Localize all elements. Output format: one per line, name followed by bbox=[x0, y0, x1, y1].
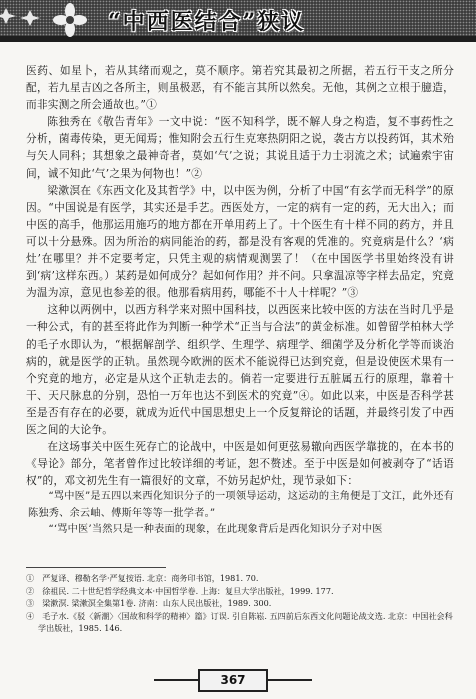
page-number: 367 bbox=[198, 669, 268, 692]
paragraph: 医药、如星卜，若从其绪而观之，莫不顺序。第若究其最初之所据，若五行干支之所分配，若九星吉凶之各所主，则虽极恶，有不能言其所以然矣。无他，其例之立根于臆造，而非实测之所会通故也。”① bbox=[26, 64, 454, 112]
paragraph: 陈独秀在《敬告青年》一文中说：“医不知科学，既不解人身之构造，复不事药性之分析，菌毒传染，更无闻焉；惟知附会五行生克寒热阴阳之说，袭古方以投药饵，其术殆与矢人同科；其想象之最神奇者，莫如‘气’之说；其说且适于力士羽流之术；试遍索宇宙间，诚不知此‘气’之果为何物也！”② bbox=[26, 115, 454, 180]
page-header-title: “中西医结合”狭议 bbox=[108, 9, 306, 35]
footnote: ④ 毛子水.《驳〈新潮〉〈国故和科学的精神〉篇》订误. 引自陈崧. 五四前后东西文化问题论战文选. 北京：中国社会科学出版社，1985. 146. bbox=[26, 610, 453, 634]
footnote: ① 严复译、穆勒名学·严复按语. 北京：商务印书馆，1981. 70. bbox=[26, 573, 259, 583]
page-header bbox=[0, 0, 476, 44]
footnote: ③ 梁漱溟. 梁漱溟全集第1卷. 济南：山东人民出版社，1989. 300. bbox=[26, 598, 272, 609]
paragraph: 这种以两例中，以西方科学来对照中国科技，以西医来比较中医的方法在当时几乎是一种公式，有的甚至将此作为判断一种学术“正当与合法”的黄金标准。如曾留学柏林大学的毛子水即认为，“根据解剖学、组织学、生理学、病理学、细菌学及分析化学等而谈治病的，就是医学的正轨。虽然现今欧洲的医术不能说得已达到究竟，但是设使医术果有一个究竟的地方，必定是从这个正轨走去的。倘若一定要进行五脏属五行的原理，靠着十干、天尺脉息的分别，恐怕一万年也达不到医术的究竟”④。如此以来，中医是否科学甚至是否有存在的必要，就成为近代中国思想史上一个反复辩论的话题，并最终引发了中西医之间的大论争。 bbox=[26, 303, 454, 436]
paragraph: 梁漱溟在《东西文化及其哲学》中，以中医为例，分析了中国“有玄学而无科学”的原因。“中国说是有医学，其实还是手艺。西医处方，一定的病有一定的药，无大出入；而中医的高手，他那运用施巧的地方都在开单用药上了。十个医生有十样不同的药方，并且可以十分悬殊。因为所治的病同能治的药，都是没有客观的凭准的。究竟病是什么？‘病灶’在哪里？并不定要考定，只凭主观的病情观测罢了！（在中国医学书里始终没有讲到‘病’这样东西。）某药是如何成分？起如何作用？并不问。只拿温凉等字样去品定，究竟为温为凉，意见也参差的很。他那看病用药，哪能不十人十样呢？”③ bbox=[26, 183, 454, 300]
body-text bbox=[26, 62, 454, 539]
footnote: ② 徐祖民. 二十世纪哲学经典文本·中国哲学卷. 上海：复旦大学出版社，1999. 177. bbox=[26, 585, 334, 596]
footnotes bbox=[26, 567, 456, 635]
block-quote: “‘骂中医’当然只是一种表面的现象，在此现象背后是西化知识分子对中医 bbox=[48, 524, 383, 536]
footnote-rule bbox=[26, 567, 166, 568]
block-quote: “骂中医”是五四以来西化知识分子的一项领导运动，这运动的主角便是丁文江，此外还有陈独秀、余云岫、傅斯年等等一批学者。” bbox=[28, 491, 454, 519]
paragraph: 在这场事关中医生死存亡的论战中，中医是如何更弦易辙向西医学靠拢的，在本书的《导论》部分，笔者曾作过比较详细的考证，恕不赘述。至于中医是如何被剥夺了“话语权”的，邓文初先生有一篇很好的文章，不妨另起炉灶，现节录如下： bbox=[26, 440, 454, 488]
